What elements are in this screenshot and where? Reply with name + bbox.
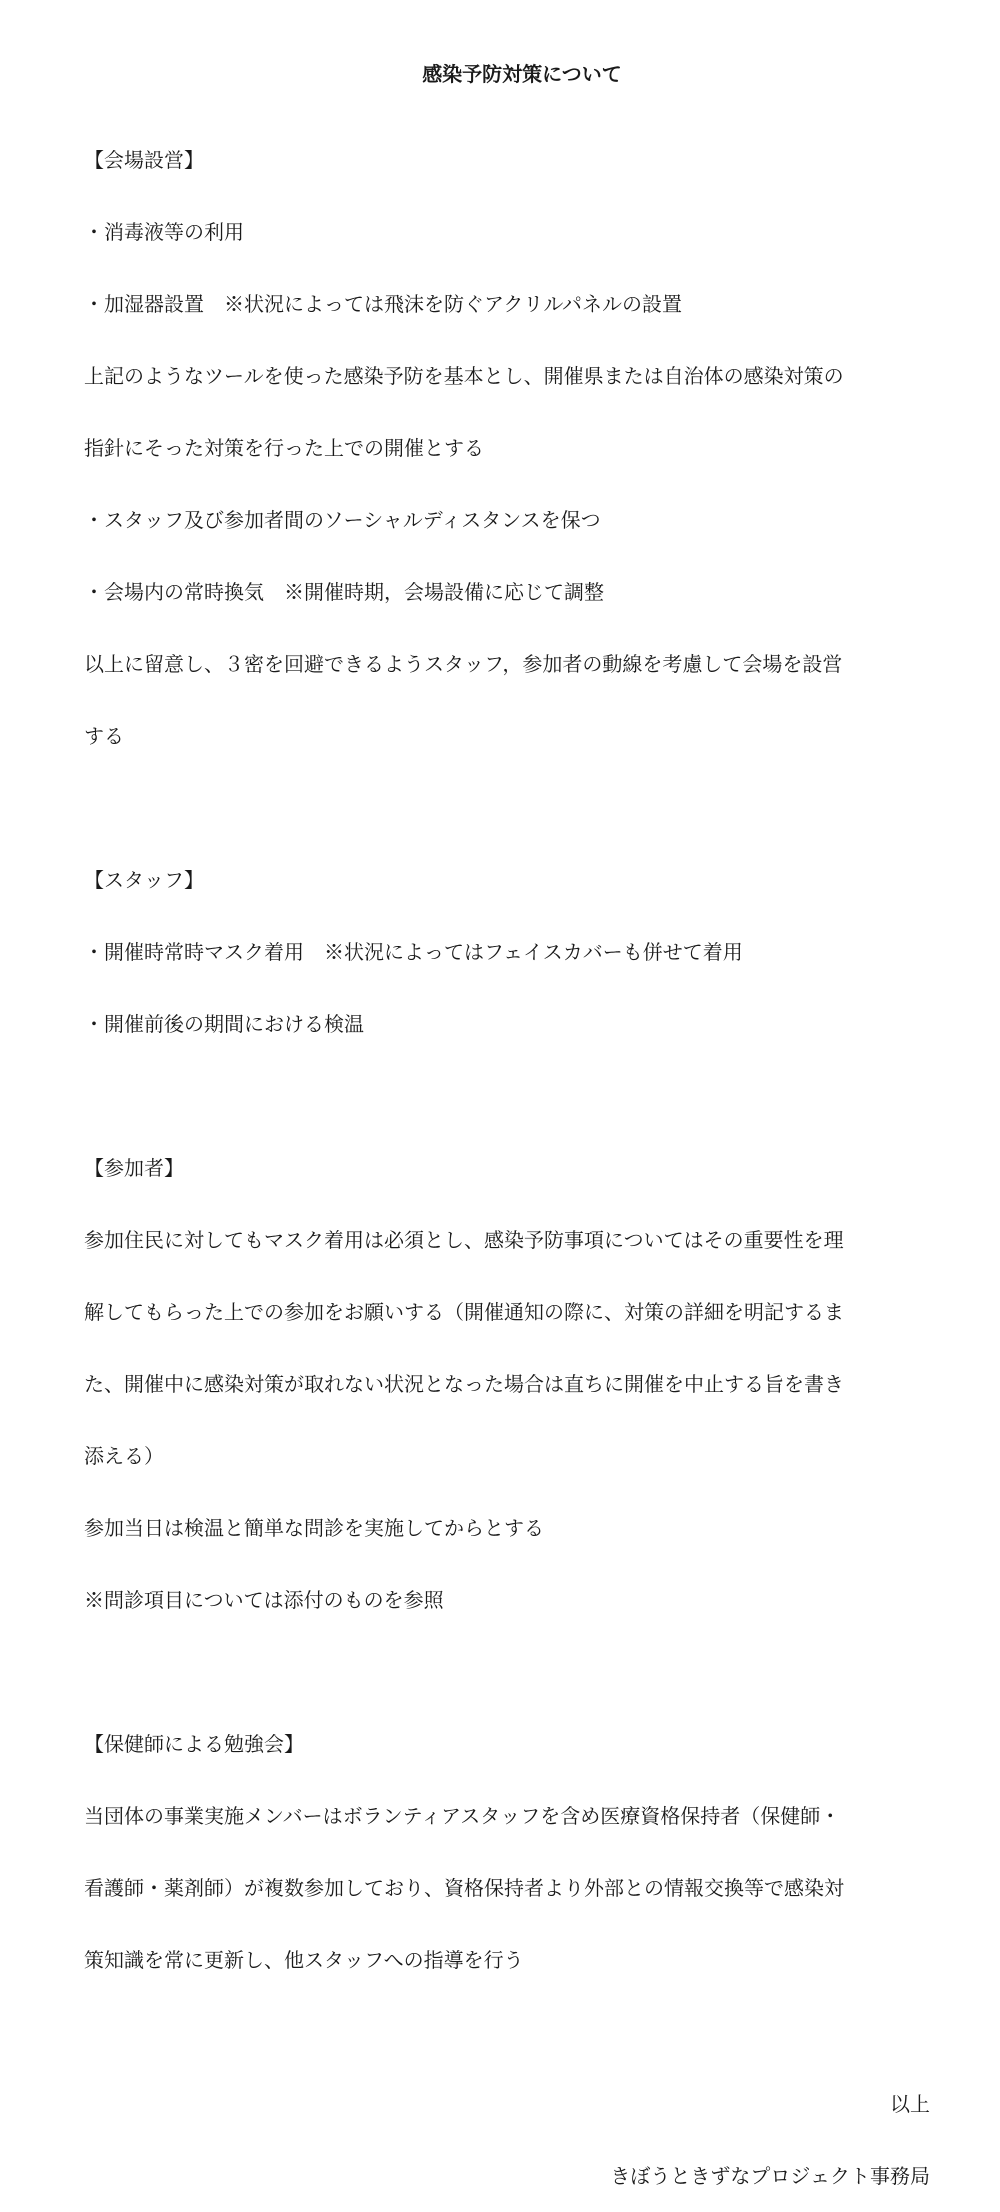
participants-line: 添える） <box>84 1444 164 1468</box>
document <box>84 52 930 2212</box>
section-study <box>84 1708 930 1996</box>
study-line: 看護師・薬剤師）が複数参加しており、資格保持者より外部との情報交換等で感染対 <box>84 1876 844 1900</box>
blank-line <box>84 772 930 844</box>
section-venue <box>84 124 930 772</box>
organization-name: きぼうときずなプロジェクト事務局 <box>610 2164 930 2188</box>
study-line: 当団体の事業実施メンバーはボランティアスタッフを含め医療資格保持者（保健師・ <box>84 1804 841 1828</box>
venue-line: 以上に留意し、３密を回避できるようスタッフ，参加者の動線を考慮して会場を設営 <box>84 652 843 676</box>
venue-line: ・消毒液等の利用 <box>84 220 244 244</box>
participants-line: 参加住民に対してもマスク着用は必須とし、感染予防事項についてはその重要性を理 <box>84 1228 844 1252</box>
participants-line: ※問診項目については添付のものを参照 <box>84 1588 444 1612</box>
participants-line: た、開催中に感染対策が取れない状況となった場合は直ちに開催を中止する旨を書き <box>84 1372 844 1396</box>
participants-line: 参加当日は検温と簡単な問診を実施してからとする <box>84 1516 544 1540</box>
blank-line <box>84 1996 930 2068</box>
venue-line: ・スタッフ及び参加者間のソーシャルディスタンスを保つ <box>84 508 601 532</box>
blank-line <box>84 1636 930 1708</box>
section-heading-study: 【保健師による勉強会】 <box>84 1732 304 1756</box>
document-title: 感染予防対策について <box>422 62 622 86</box>
venue-line: ・加湿器設置 ※状況によっては飛沫を防ぐアクリルパネルの設置 <box>84 292 682 316</box>
staff-line: ・開催前後の期間における検温 <box>84 1012 364 1036</box>
closing-text: 以上 <box>890 2092 930 2116</box>
section-heading-staff: 【スタッフ】 <box>84 868 204 892</box>
section-heading-participants: 【参加者】 <box>84 1156 184 1180</box>
staff-line: ・開催時常時マスク着用 ※状況によってはフェイスカバーも併せて着用 <box>84 940 743 964</box>
participants-line: 解してもらった上での参加をお願いする（開催通知の際に、対策の詳細を明記するま <box>84 1300 844 1324</box>
section-heading-venue: 【会場設営】 <box>84 148 204 172</box>
venue-line: 指針にそった対策を行った上での開催とする <box>84 436 484 460</box>
study-line: 策知識を常に更新し、他スタッフへの指導を行う <box>84 1948 524 1972</box>
venue-line: 上記のようなツールを使った感染予防を基本とし、開催県または自治体の感染対策の <box>84 364 844 388</box>
venue-line: する <box>84 724 124 748</box>
section-participants <box>84 1132 930 1636</box>
blank-line <box>84 1060 930 1132</box>
venue-line: ・会場内の常時換気 ※開催時期，会場設備に応じて調整 <box>84 580 604 604</box>
section-staff <box>84 844 930 1060</box>
